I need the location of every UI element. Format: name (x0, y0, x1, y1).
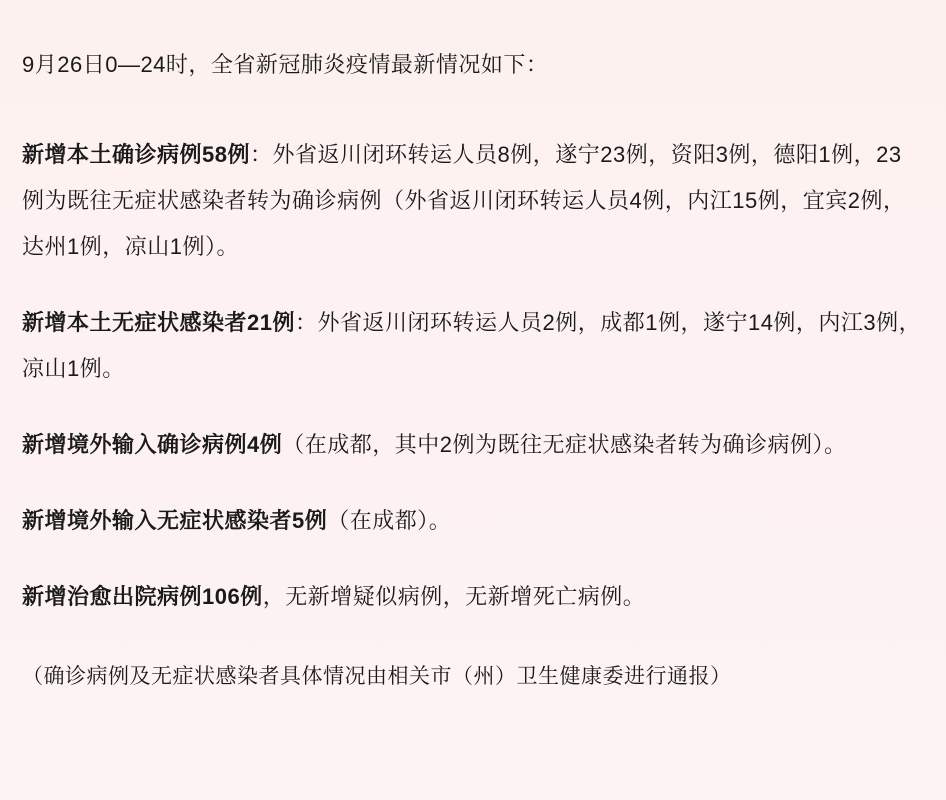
paragraph-local-asymptomatic (22, 300, 924, 392)
paragraph-local-confirmed-text: ：外省返川闭环转运人员8例，遂宁23例，资阳3例，德阳1例，23例为既往无症状感染者转为确诊病例（外省返川闭环转运人员4例，内江15例，宜宾2例，达州1例，凉山1例）。 (22, 142, 906, 259)
paragraph-imported-confirmed (22, 422, 924, 468)
paragraph-footnote-text: （确诊病例及无症状感染者具体情况由相关市（州）卫生健康委进行通报） (22, 665, 732, 688)
paragraph-recovered-text: ，无新增疑似病例，无新增死亡病例。 (262, 584, 646, 609)
paragraph-local-confirmed (22, 132, 924, 270)
paragraph-imported-asymptomatic-heading: 新增境外输入无症状感染者5例 (22, 508, 328, 533)
paragraph-local-asymptomatic-text: ：外省返川闭环转运人员2例，成都1例，遂宁14例，内江3例，凉山1例。 (22, 310, 922, 381)
paragraph-imported-asymptomatic (22, 498, 924, 544)
paragraph-imported-confirmed-heading: 新增境外输入确诊病例4例 (22, 432, 283, 457)
paragraph-lead-text: 9月26日0—24时，全省新冠肺炎疫情最新情况如下： (22, 52, 549, 77)
paragraph-recovered (22, 574, 924, 620)
paragraph-lead (22, 42, 924, 88)
paragraph-local-confirmed-heading: 新增本土确诊病例58例 (22, 142, 250, 167)
paragraph-imported-asymptomatic-text: （在成都）。 (327, 508, 452, 533)
paragraph-footnote (22, 654, 924, 700)
paragraph-recovered-heading: 新增治愈出院病例106例 (22, 584, 263, 609)
paragraph-local-asymptomatic-heading: 新增本土无症状感染者21例 (22, 310, 295, 335)
paragraph-imported-confirmed-text: （在成都，其中2例为既往无症状感染者转为确诊病例）。 (282, 432, 847, 457)
